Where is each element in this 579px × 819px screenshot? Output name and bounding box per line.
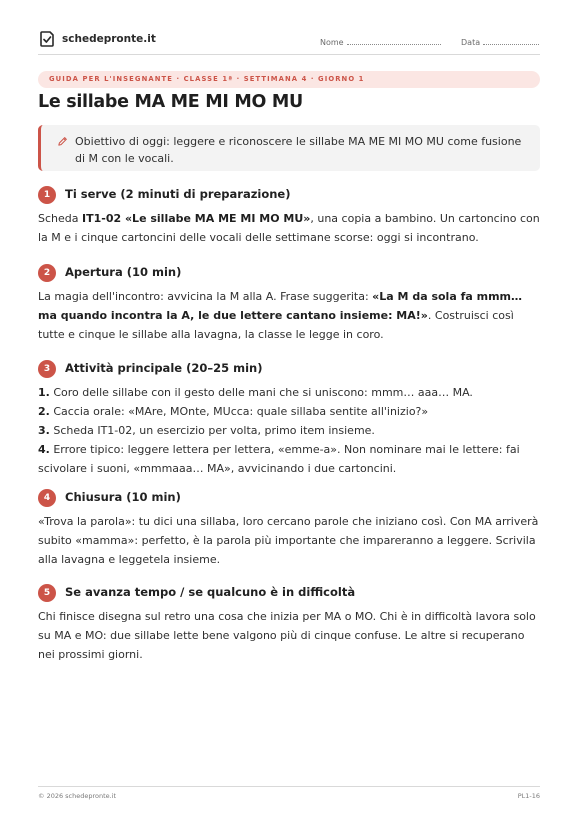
section-number: 3	[38, 360, 56, 378]
guide-eyebrow: GUIDA PER L'INSEGNANTE · CLASSE 1ª · SETTIMANA 4 · GIORNO 1	[38, 71, 540, 88]
list-item	[38, 440, 540, 478]
item-text: Coro delle sillabe con il gesto delle mani che si uniscono: mmm… aaa… MA.	[49, 386, 473, 399]
name-line	[347, 36, 441, 45]
date-field[interactable]	[461, 36, 539, 47]
item-text: Errore tipico: leggere lettera per lettera, «emme-a». Non nominare mai le lettere: fai scivolare i suoni, «mmmaaa… MA», avvicinando i due cartoncini.	[38, 443, 520, 475]
section-heading	[38, 186, 540, 204]
section-heading	[38, 264, 540, 282]
text-run: , una copia a bambino. Un cartoncino con la M e i cinque cartoncini delle vocali delle settimane scorse: oggi si incontrano.	[38, 212, 540, 244]
objective-text: Obiettivo di oggi: leggere e riconoscere le sillabe MA ME MI MO MU come fusione di M con le vocali.	[75, 135, 522, 165]
section-title: Se avanza tempo / se qualcuno è in difficoltà	[65, 585, 356, 599]
section-title: Chiusura (10 min)	[65, 490, 181, 504]
item-text: Caccia orale: «MAre, MOnte, MUcca: quale sillaba sentite all'inizio?»	[49, 405, 429, 418]
date-line	[483, 36, 539, 45]
section-number: 4	[38, 489, 56, 507]
text-run: La magia dell'incontro: avvicina la M alla A. Frase suggerita:	[38, 290, 373, 303]
item-text: Scheda IT1-02, un esercizio per volta, primo item insieme.	[49, 424, 375, 437]
date-label: Data	[461, 38, 481, 47]
item-number: 3.	[38, 424, 50, 437]
checked-page-icon	[38, 30, 56, 48]
section-number: 5	[38, 584, 56, 602]
section-heading	[38, 489, 540, 507]
brand-name: schedepronte.it	[62, 33, 156, 45]
section-heading	[38, 360, 540, 378]
page-footer	[38, 786, 540, 800]
section-title: Ti serve (2 minuti di preparazione)	[65, 187, 291, 201]
item-number: 2.	[38, 405, 50, 418]
page-header	[38, 28, 540, 55]
text-run: . Costruisci così tutte e cinque le sillabe alla lavagna, la classe le legge in coro.	[38, 309, 514, 341]
section-opening	[38, 264, 540, 344]
page-title: Le sillabe MA ME MI MO MU	[38, 92, 303, 112]
paragraph	[38, 287, 540, 344]
footer-code: PL1-16	[517, 792, 540, 800]
paragraph: Chi finisce disegna sul retro una cosa che inizia per MA o MO. Chi è in difficoltà lavora solo su MA e MO: due sillabe lette bene valgono più di cinque confuse. Le altre si recuperano nei prossimi giorni.	[38, 610, 536, 661]
section-body	[38, 512, 540, 569]
paragraph: «Trova la parola»: tu dici una sillaba, loro cercano parole che iniziano così. Con MA arriverà subito «mamma»: perfetto, è la parola più importante che impareranno a leggere. Scrivila alla lavagna e leggetela insieme.	[38, 515, 539, 566]
section-main-activity	[38, 360, 540, 478]
section-closing	[38, 489, 540, 569]
section-title: Apertura (10 min)	[65, 265, 182, 279]
list-item	[38, 421, 540, 440]
paragraph	[38, 209, 540, 247]
name-field[interactable]	[320, 36, 441, 47]
section-title: Attività principale (20–25 min)	[65, 361, 263, 375]
item-number: 4.	[38, 443, 50, 456]
section-heading	[38, 584, 540, 602]
section-body	[38, 607, 540, 664]
section-materials	[38, 186, 540, 247]
section-extra-time	[38, 584, 540, 664]
section-body	[38, 209, 540, 247]
item-number: 1.	[38, 386, 50, 399]
worksheet-reference: IT1-02 «Le sillabe MA ME MI MO MU»	[82, 212, 311, 225]
worksheet-page	[38, 0, 540, 819]
name-label: Nome	[320, 38, 344, 47]
text-run: Scheda	[38, 212, 82, 225]
section-body	[38, 287, 540, 344]
objective-box	[38, 125, 540, 171]
section-body	[38, 383, 540, 478]
list-item	[38, 402, 540, 421]
section-number: 2	[38, 264, 56, 282]
list-item	[38, 383, 540, 402]
pencil-icon	[57, 136, 68, 147]
suggested-phrase: «La M da sola fa mmm… ma quando incontra la A, le due lettere cantano insieme: MA!»	[38, 290, 522, 322]
footer-copyright: © 2026 schedepronte.it	[38, 792, 117, 800]
section-number: 1	[38, 186, 56, 204]
